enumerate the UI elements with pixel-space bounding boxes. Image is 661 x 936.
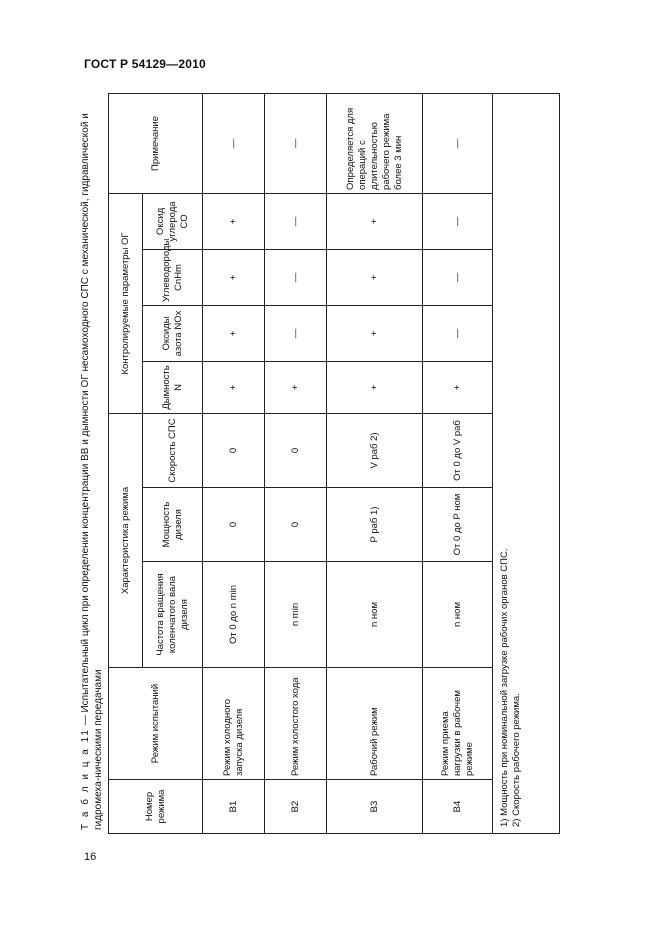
cell-power: 0 [265,488,327,562]
cell-no: В2 [265,780,327,834]
cell-note: — [265,93,327,193]
cell-power: P раб 1) [327,488,423,562]
cell-no: В1 [203,780,265,834]
table-row [265,93,327,833]
cell-note: — [203,93,265,193]
cell-speed: n min [265,562,327,668]
document-header: ГОСТ Р 54129—2010 [84,57,206,71]
col-header-characteristics: Характеристика режима [109,413,143,667]
cell-hc: — [423,249,493,305]
col-header-smoke: Дымность N [143,361,203,413]
cell-power: 0 [203,488,265,562]
cell-co: + [327,193,423,249]
cell-speed: n ном [423,562,493,668]
footnote-2: 2) Скорость рабочего режима. [511,693,522,827]
cell-speed: От 0 до n min [203,562,265,668]
cell-nox: — [423,305,493,361]
col-header-sps-speed: Скорость СПС [143,413,203,487]
cell-hc: + [203,249,265,305]
cell-nox: + [327,305,423,361]
col-header-controlled: Контролируемые параметры ОГ [109,193,143,413]
footnotes [493,93,560,833]
cell-co: — [423,193,493,249]
col-header-co: Оксид углерода CO [143,193,203,249]
cell-no: В3 [327,780,423,834]
cell-hc: — [265,249,327,305]
col-header-shaft-speed: Частота вращения коленчатого вала дизеля [143,562,203,668]
cell-hc: + [327,249,423,305]
header-row-top [109,93,143,833]
table-row [423,93,493,833]
cell-nox: + [203,305,265,361]
col-header-note: Примечание [109,93,203,193]
cell-speed: n ном [327,562,423,668]
cell-mode: Режим приема нагрузки в рабочем режиме [423,668,493,780]
cell-mode: Режим холодного запуска дизеля [203,668,265,780]
table-row [203,93,265,833]
cell-smoke: + [265,361,327,413]
col-header-power: Мощность дизеля [143,488,203,562]
table-caption-label: Т а б л и ц а 11 [80,728,91,830]
page-number: 16 [84,851,97,863]
cell-power: От 0 до P ном [423,488,493,562]
table-frame [108,94,559,834]
cell-smoke: + [327,361,423,413]
test-cycle-table [108,93,560,834]
col-header-nox: Оксиды азота NOx [143,305,203,361]
table-caption [79,100,109,830]
cell-mode: Рабочий режим [327,668,423,780]
cell-sps: V раб 2) [327,413,423,487]
table-row [327,93,423,833]
table-caption-text: — Испытательный цикл при определении концентрации ВВ и дымности ОГ несамоходного СПС с механической, гидравлической и гидромеха-ническими передачами [80,113,104,830]
cell-nox: — [265,305,327,361]
cell-note: — [423,93,493,193]
cell-co: + [203,193,265,249]
cell-co: — [265,193,327,249]
col-header-mode-no: Номер режима [109,780,203,834]
cell-mode: Режим холостого хода [265,668,327,780]
col-header-hc: Углеводороды CnHm [143,249,203,305]
cell-sps: От 0 до V раб [423,413,493,487]
cell-sps: 0 [203,413,265,487]
cell-no: В4 [423,780,493,834]
cell-smoke: + [423,361,493,413]
cell-note: Определяется для операций с длительностью рабочего режима более 3 мин [327,93,423,193]
footnote-row [493,93,560,833]
col-header-test-mode: Режим испытаний [109,668,203,780]
cell-smoke: + [203,361,265,413]
footnote-1: 1) Мощность при номинальной загрузке рабочих органов СПС. [499,548,510,827]
cell-sps: 0 [265,413,327,487]
